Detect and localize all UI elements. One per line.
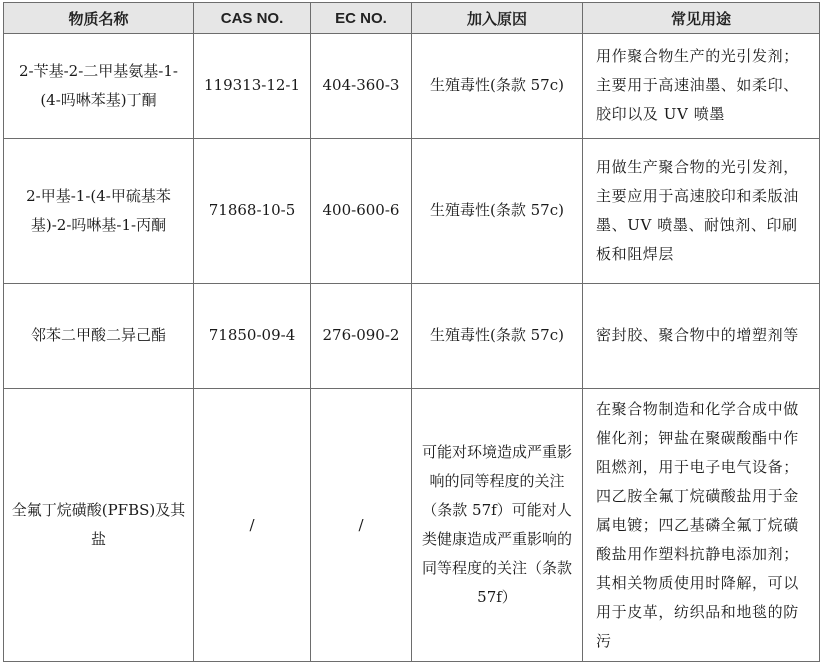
ec-number: / [311,389,412,662]
ec-number: 404-360-3 [311,34,412,139]
ec-number: 276-090-2 [311,283,412,389]
table-row [4,34,820,139]
header-cas-no: CAS NO. [194,3,311,34]
inclusion-reason: 生殖毒性(条款 57c) [412,283,583,389]
table-header-row [4,3,820,34]
inclusion-reason: 可能对环境造成严重影响的同等程度的关注（条款 57f）可能对人类健康造成严重影响的同等程度的关注（条款 57f） [412,389,583,662]
substance-name: 邻苯二甲酸二异己酯 [4,283,194,389]
cas-number: 119313-12-1 [194,34,311,139]
common-usage: 用作聚合物生产的光引发剂；主要用于高速油墨、如柔印、胶印以及 UV 喷墨 [583,34,820,139]
substance-name: 2-苄基-2-二甲基氨基-1-(4-吗啉苯基)丁酮 [4,34,194,139]
common-usage: 密封胶、聚合物中的增塑剂等 [583,283,820,389]
header-substance-name: 物质名称 [4,3,194,34]
ec-number: 400-600-6 [311,138,412,283]
substance-name: 全氟丁烷磺酸(PFBS)及其盐 [4,389,194,662]
table-row [4,283,820,389]
inclusion-reason: 生殖毒性(条款 57c) [412,138,583,283]
cas-number: / [194,389,311,662]
header-usage: 常见用途 [583,3,820,34]
header-reason: 加入原因 [412,3,583,34]
common-usage: 在聚合物制造和化学合成中做催化剂；钾盐在聚碳酸酯中作阻燃剂，用于电子电气设备；四乙胺全氟丁烷磺酸盐用于金属电镀；四乙基磷全氟丁烷磺酸盐用作塑料抗静电添加剂；其相关物质使用时降解，可以用于皮革，纺织品和地毯的防污 [583,389,820,662]
common-usage: 用做生产聚合物的光引发剂，主要应用于高速胶印和柔版油墨、UV 喷墨、耐蚀剂、印刷板和阻焊层 [583,138,820,283]
inclusion-reason: 生殖毒性(条款 57c) [412,34,583,139]
table-row [4,389,820,662]
cas-number: 71850-09-4 [194,283,311,389]
header-ec-no: EC NO. [311,3,412,34]
substance-name: 2-甲基-1-(4-甲硫基苯基)-2-吗啉基-1-丙酮 [4,138,194,283]
svhc-table [3,2,820,662]
table-row [4,138,820,283]
cas-number: 71868-10-5 [194,138,311,283]
